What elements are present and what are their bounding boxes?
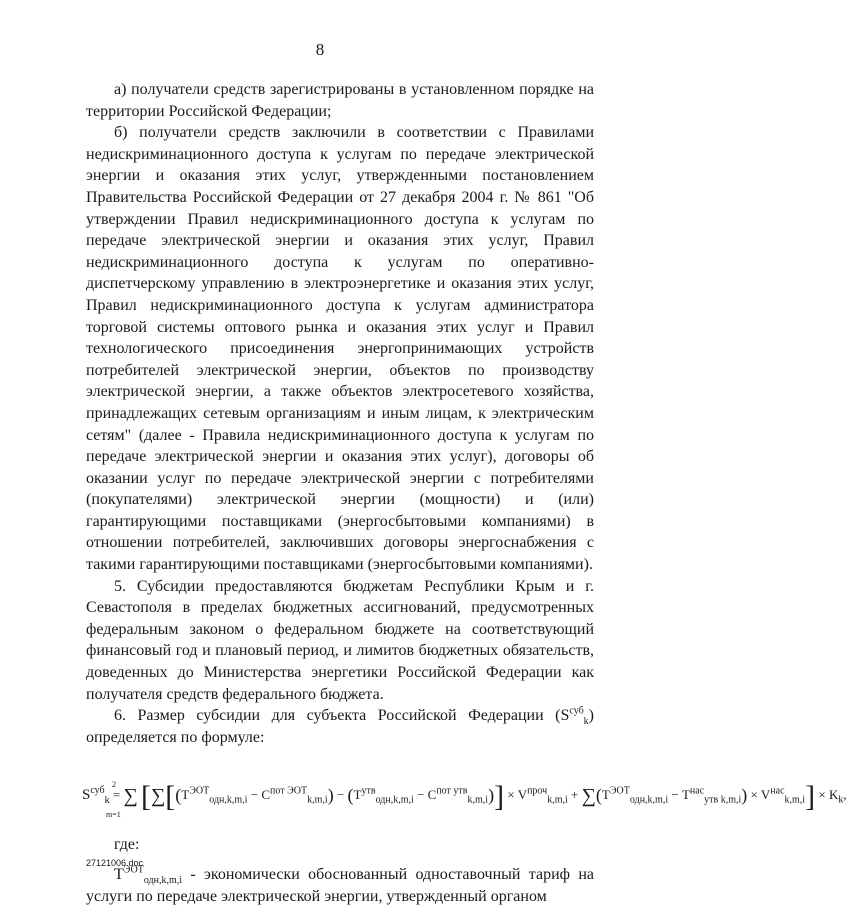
where-label: где: [114, 836, 140, 854]
sum-lower-limit: m=1 [106, 810, 121, 820]
term-v2: $V^{нас}_{k,m,i}$ [760, 786, 806, 806]
term-k: $K_k$ [828, 787, 844, 806]
paragraph-a: а) получатели средств зарегистрированы в установленном порядке на территории Российской Федерации; [86, 81, 594, 120]
definition-paragraph [86, 864, 594, 907]
file-name-footer: 27121006.doc [86, 858, 144, 868]
term-c2: $С^{пот утв}_{k,m,i}$ [427, 786, 489, 806]
term-t4: $Т^{нас}_{утв k,m,i}$ [681, 786, 742, 806]
term-t3: $Т^{ЭОТ}_{одн,k,m,i}$ [601, 786, 669, 806]
page-number: 8 [315, 40, 325, 59]
term-v1: $V^{проч}_{k,m,i}$ [517, 786, 568, 806]
term-c1: $С^{пот ЭОТ}_{k,m,i}$ [261, 786, 328, 806]
sum-upper-limit: 2 [112, 780, 116, 790]
paragraph-b: б) получатели средств заключили в соответствии с Правилами недискриминационного доступа к услугам по передаче электрической энергии и оказания этих услуг, утвержденными постановлением Правительства Российской Федерации от 27 декабря 2004 г. № 861 "Об утверждении Правил недискриминационного доступа к услугам по передаче электрической энергии и оказания этих услуг, Правил недискриминационного доступа к услугам по оперативно-диспетчерскому управлению в электроэнергетике и оказания этих услуг, Правил недискриминационного доступа к услугам администратора торговой системы оптового рынка и оказания этих услуг и Правил технологического присоединения энергопринимающих устройств потребителей электрической энергии, объектов по производству электрической энергии, а также объектов электросетевого хозяйства, принадлежащих сетевым организациям и иным лицам, к электрическим сетям" (далее - Правила недискриминационного доступа к услугам по передаче электрической энергии и оказания этих услуг), договоры об оказании услуг по передаче электрической энергии с потребителями (покупателями) электрической энергии (мощности) и (или) гарантирующими поставщиками (энергосбытовыми компаниями) в отношении потребителей, заключивших договоры энергоснабжения с такими гарантирующими поставщиками (энергосбытовыми компаниями). [86, 124, 594, 574]
subsidy-symbol: $S^{суб}_k$ [560, 705, 589, 728]
term-t1: $Т^{ЭОТ}_{одн,k,m,i}$ [181, 786, 248, 806]
term-t2: $Т^{утв}_{одн,k,m,i}$ [353, 786, 414, 806]
definition-symbol: $Т^{ЭОТ}_{одн,k,m,i}$ [114, 864, 183, 887]
definition-text: - экономически обоснованный одноставочный тариф на услуги по передаче электрической энергии, утвержденный органом [86, 866, 594, 905]
document-body [82, 79, 847, 907]
paragraph-6 [86, 705, 594, 748]
paragraph-6-text: 6. Размер субсидии для субъекта Российской Федерации ( [114, 707, 561, 725]
paragraph-5: 5. Субсидии предоставляются бюджетам Республики Крым и г. Севастополя в пределах бюджетных ассигнований, предусмотренных федеральным законом о федеральном бюджете на соответствующий финансовый год и плановый период, и лимитов бюджетных обязательств, доведенных до Министерства энергетики Российской Федерации как получателя средств федерального бюджета. [86, 577, 594, 703]
subsidy-formula: 2 m=1 $S^{суб}_k$ = ∑ $[\sum[(Т^{ЭОТ}_{одн,k,m,i} - С^{пот ЭОТ}_{k,m,i}) - (Т^{утв}_{одн,k,m,i} - С^{пот утв}_{k,m,i})] \times V^{проч}_{k,m,i} + \sum(Т^{ЭОТ}_{одн,k,m,i} - Т^{нас}_{утв k,m,i}) \times V^{нас}_{k,m,i}] \times K_k$, [82, 762, 594, 824]
formula-lhs: $S^{суб}_k$ [82, 785, 110, 807]
paragraph-6-tail: ) определяется по формуле: [86, 707, 594, 746]
